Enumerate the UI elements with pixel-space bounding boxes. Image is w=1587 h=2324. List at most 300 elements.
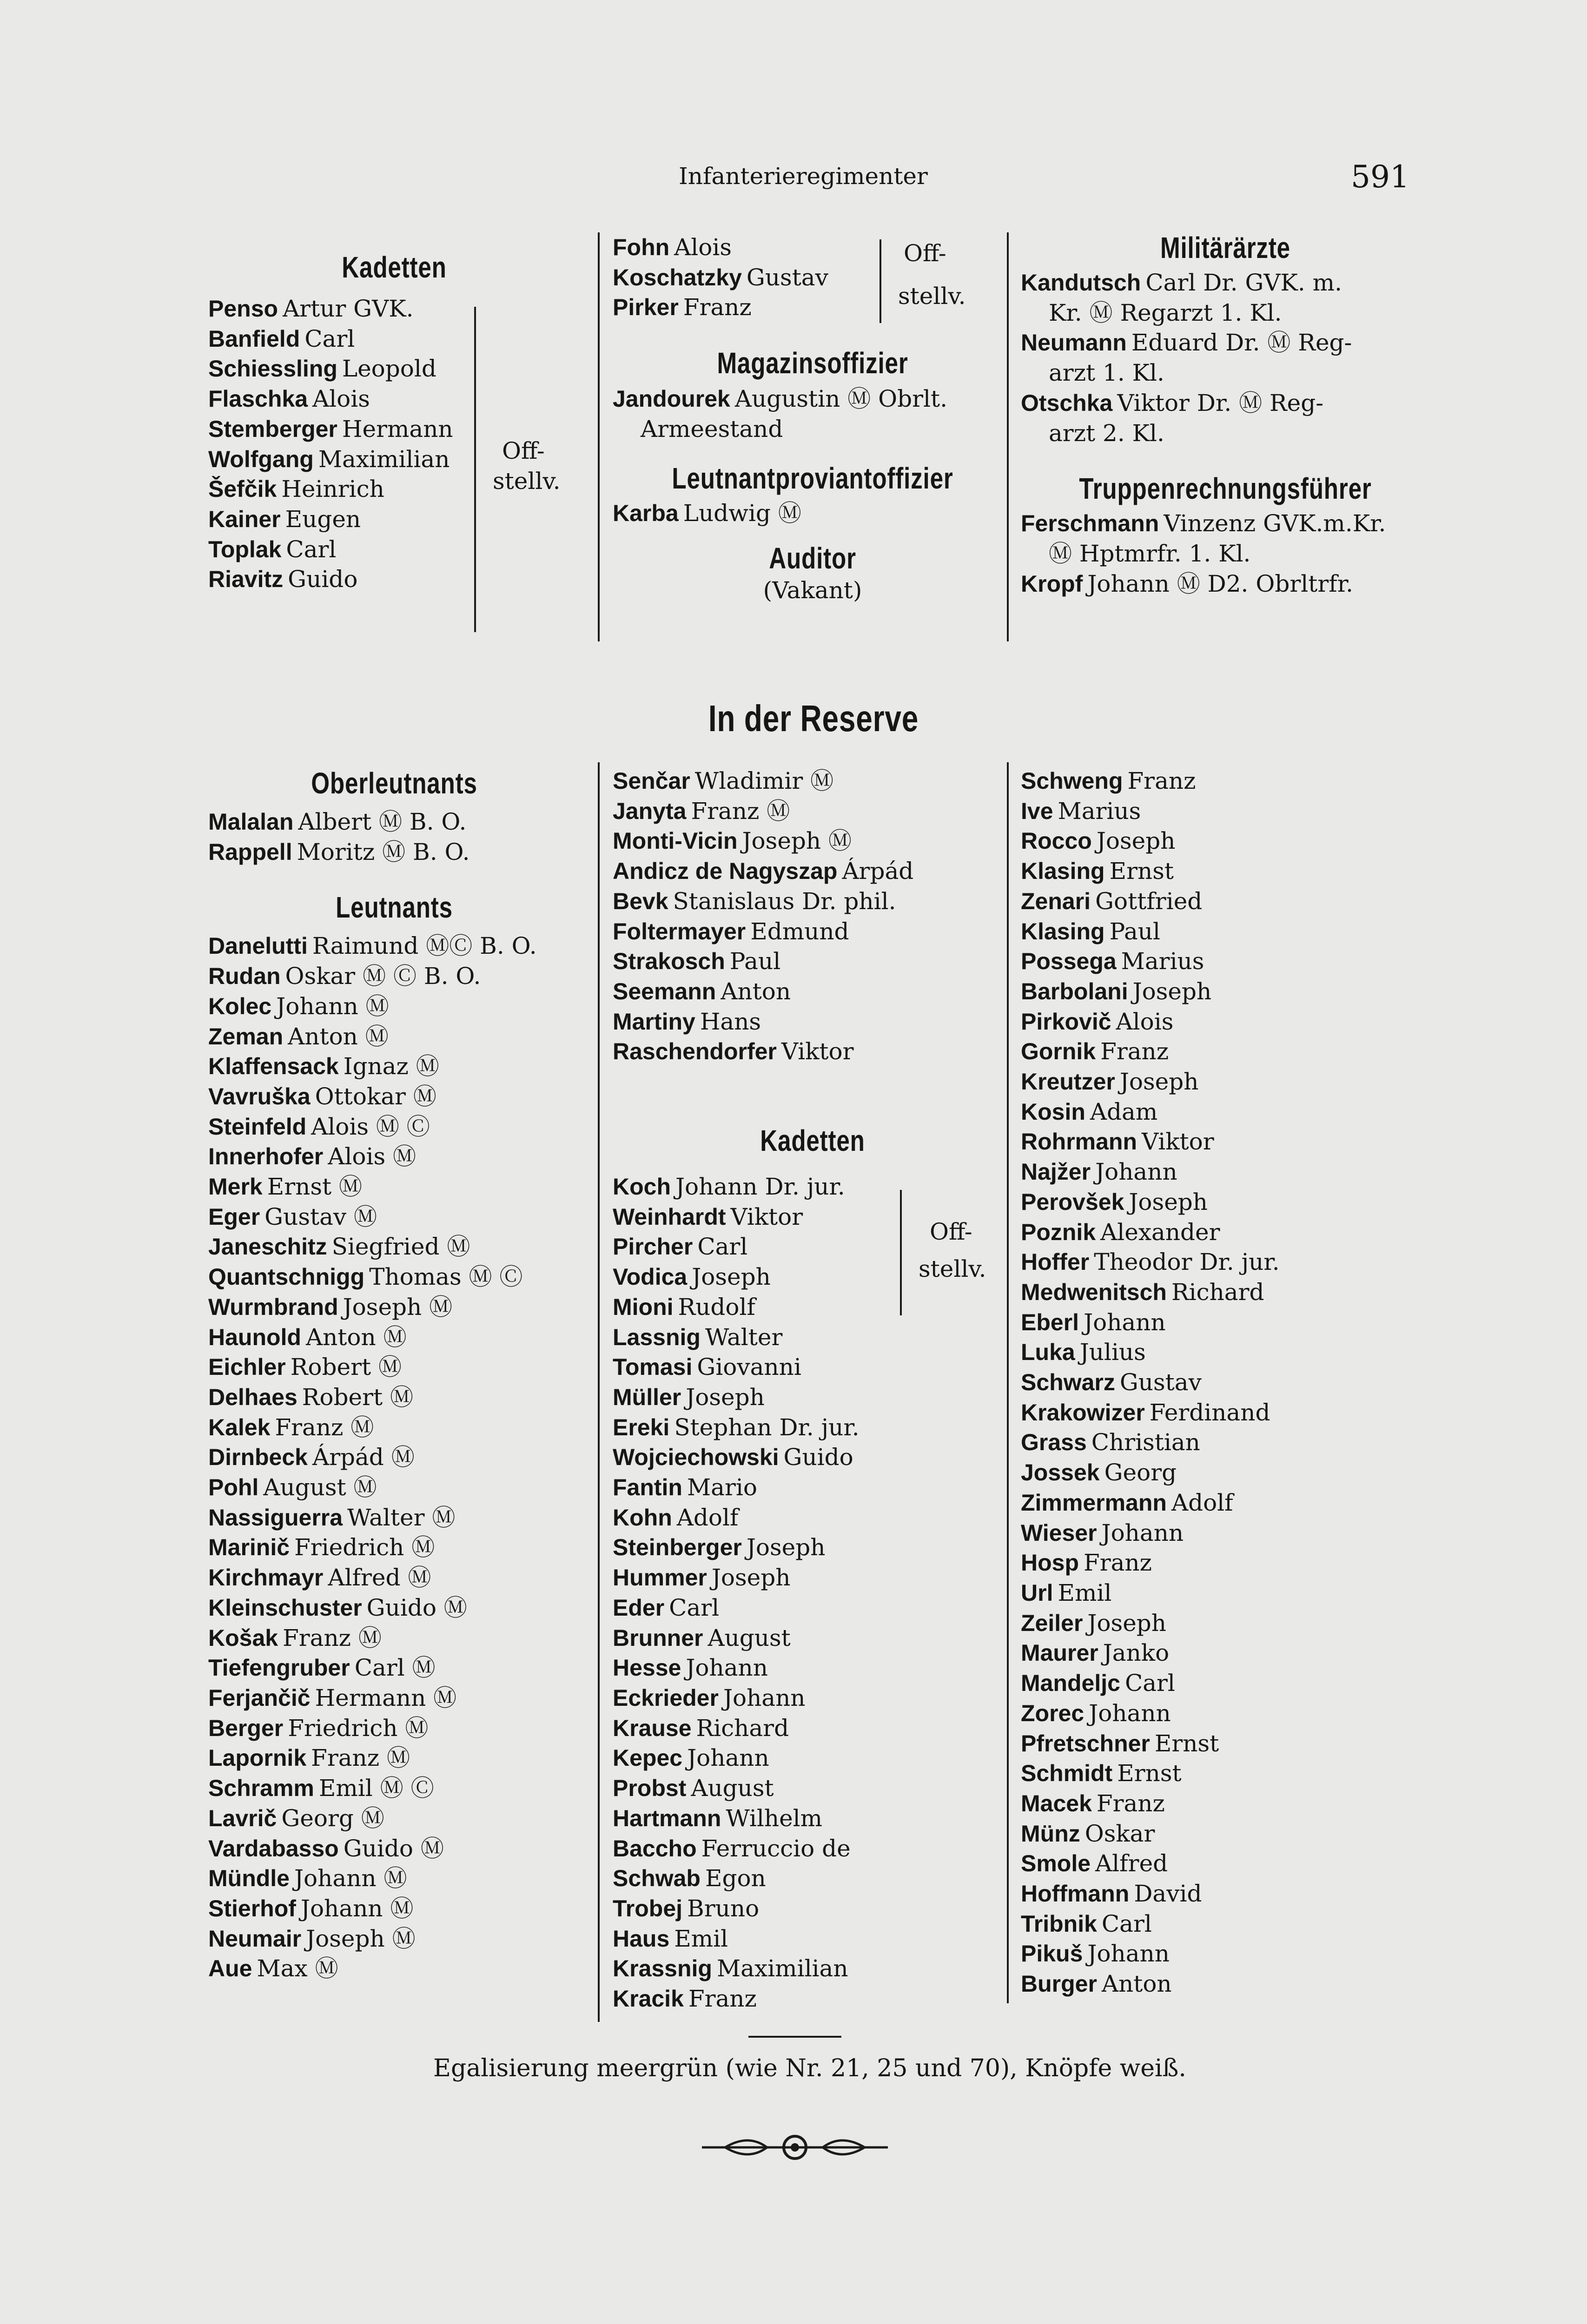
surname: Delhaes bbox=[208, 1384, 298, 1410]
given-name-and-details: Joseph bbox=[1096, 827, 1176, 855]
surname: Janeschitz bbox=[208, 1234, 327, 1260]
list-item bbox=[613, 1773, 1012, 1803]
given-name-and-details: Carl Ⓜ bbox=[354, 1654, 436, 1682]
list-item bbox=[1021, 539, 1430, 569]
list-item bbox=[613, 1503, 1012, 1533]
surname: Klasing bbox=[1021, 918, 1105, 944]
given-name-and-details: Anton bbox=[721, 977, 791, 1005]
surname: Haunold bbox=[208, 1324, 301, 1350]
given-name-and-details: Ernst bbox=[1109, 858, 1174, 885]
column-divider-reserve-left bbox=[598, 762, 600, 2022]
list-item bbox=[613, 917, 1012, 947]
given-name-and-details: Carl bbox=[1124, 1670, 1175, 1697]
surname: Medwenitsch bbox=[1021, 1279, 1167, 1305]
given-name-and-details: Ignaz Ⓜ bbox=[343, 1053, 439, 1080]
list-item bbox=[1021, 1067, 1430, 1097]
list-item bbox=[1021, 977, 1430, 1007]
brace-bar bbox=[900, 1190, 902, 1315]
given-name-and-details: Emil bbox=[674, 1925, 728, 1952]
given-name-and-details: Heinrich bbox=[281, 475, 384, 503]
given-name-and-details: Joseph bbox=[746, 1534, 826, 1561]
list-item bbox=[208, 1382, 580, 1413]
magazinsoffizier-list bbox=[613, 384, 1012, 444]
given-name-and-details: Robert Ⓜ bbox=[302, 1383, 414, 1411]
given-name-and-details: Joseph Ⓜ bbox=[343, 1293, 453, 1320]
end-rule bbox=[748, 2036, 841, 2038]
reserve-kadetten-brace bbox=[900, 1190, 1007, 1315]
surname: Strakosch bbox=[613, 948, 725, 975]
surname: Rappell bbox=[208, 838, 292, 865]
surname: Seemann bbox=[613, 978, 716, 1004]
surname: Kracik bbox=[613, 1986, 684, 2012]
surname: Tomasi bbox=[613, 1354, 693, 1380]
list-item bbox=[208, 1202, 580, 1232]
given-name-and-details: Mario bbox=[687, 1474, 757, 1501]
surname: Münz bbox=[1021, 1820, 1080, 1847]
surname: Rohrmann bbox=[1021, 1129, 1137, 1155]
list-item bbox=[1021, 1849, 1430, 1879]
list-item bbox=[613, 1322, 1012, 1353]
surname: Wieser bbox=[1021, 1519, 1097, 1546]
given-name-and-details: Johann bbox=[687, 1744, 769, 1772]
truppenrechnungsfuehrer-title: Truppenrechnungsführer bbox=[1079, 472, 1372, 506]
surname: Šefčik bbox=[208, 476, 277, 502]
given-name-and-details: Joseph Ⓜ bbox=[742, 827, 852, 855]
surname: Malalan bbox=[208, 809, 294, 835]
list-item bbox=[1021, 1518, 1430, 1548]
surname: Barbolani bbox=[1021, 978, 1128, 1004]
given-name-and-details: Albert Ⓜ B. O. bbox=[298, 808, 467, 835]
surname: Danelutti bbox=[208, 933, 308, 959]
given-name-and-details: Franz Ⓜ bbox=[691, 797, 790, 825]
list-item bbox=[1021, 1187, 1430, 1217]
list-item bbox=[613, 1743, 1012, 1773]
auditor-status: (Vakant) bbox=[763, 577, 862, 604]
given-name-and-details: Joseph Ⓜ bbox=[306, 1925, 416, 1952]
reserve-kadetten-title: Kadetten bbox=[760, 1124, 865, 1158]
reserve-left-section bbox=[208, 766, 580, 1984]
list-item bbox=[613, 1352, 1012, 1382]
surname: Pohl bbox=[208, 1474, 259, 1501]
list-item bbox=[1021, 886, 1430, 917]
given-name-and-details: Carl bbox=[304, 325, 355, 352]
given-name-and-details: Árpád bbox=[842, 858, 914, 885]
list-item bbox=[208, 1352, 580, 1382]
surname: Tiefengruber bbox=[208, 1655, 350, 1681]
surname: Kalek bbox=[208, 1414, 271, 1440]
given-name-and-details: Hermann bbox=[342, 415, 453, 442]
list-item bbox=[1021, 1367, 1430, 1398]
surname: Wurmbrand bbox=[208, 1294, 338, 1320]
given-name-and-details: Carl bbox=[1101, 1910, 1152, 1937]
list-item bbox=[1021, 1939, 1430, 1969]
given-name-and-details: Julius bbox=[1079, 1339, 1146, 1366]
surname: Hoffmann bbox=[1021, 1881, 1130, 1907]
list-item bbox=[1021, 418, 1430, 449]
surname: Kreutzer bbox=[1021, 1069, 1115, 1095]
surname: Pirkovič bbox=[1021, 1008, 1111, 1035]
top-right-section bbox=[1021, 231, 1430, 599]
given-name-and-details: Alois bbox=[674, 234, 732, 261]
given-name-and-details: Artur GVK. bbox=[283, 295, 414, 322]
given-name-and-details: Kr. Ⓜ Regarzt 1. Kl. bbox=[1049, 299, 1282, 326]
surname: Hoffer bbox=[1021, 1249, 1090, 1275]
surname: Klaffensack bbox=[208, 1053, 339, 1080]
surname: Macek bbox=[1021, 1790, 1092, 1816]
given-name-and-details: Ernst Ⓜ bbox=[267, 1173, 362, 1201]
given-name-and-details: Anton Ⓜ bbox=[305, 1323, 407, 1351]
given-name-and-details: Christian bbox=[1091, 1429, 1200, 1456]
surname: Weinhardt bbox=[613, 1203, 726, 1230]
given-name-and-details: Joseph bbox=[1087, 1609, 1167, 1637]
surname: Brunner bbox=[613, 1624, 703, 1651]
list-item bbox=[208, 1292, 580, 1322]
given-name-and-details: Alfred bbox=[1095, 1850, 1168, 1877]
list-item bbox=[1021, 388, 1430, 418]
given-name-and-details: Johann bbox=[686, 1654, 768, 1682]
list-item bbox=[208, 1503, 580, 1533]
given-name-and-details: Ferruccio de bbox=[701, 1835, 851, 1862]
given-name-and-details: Marius bbox=[1121, 948, 1204, 975]
given-name-and-details: Johann Ⓜ D2. Obrltrfr. bbox=[1087, 570, 1354, 597]
list-item bbox=[1021, 1758, 1430, 1789]
list-item bbox=[1021, 1157, 1430, 1187]
surname: Dirnbeck bbox=[208, 1444, 308, 1471]
list-item bbox=[613, 1924, 1012, 1954]
surname: Steinberger bbox=[613, 1534, 742, 1561]
list-item bbox=[613, 1894, 1012, 1924]
given-name-and-details: Ferdinand bbox=[1149, 1399, 1270, 1426]
surname: Fantin bbox=[613, 1474, 682, 1501]
surname: Berger bbox=[208, 1715, 284, 1741]
surname: Mündle bbox=[208, 1865, 290, 1892]
given-name-and-details: Hans bbox=[700, 1008, 761, 1035]
surname: Foltermayer bbox=[613, 918, 746, 944]
surname: Koschatzky bbox=[613, 264, 742, 290]
brace-label-stellv: stellv. bbox=[919, 1255, 986, 1282]
surname: Fohn bbox=[613, 234, 670, 260]
given-name-and-details: Emil Ⓜ Ⓒ bbox=[318, 1775, 434, 1802]
list-item bbox=[208, 1563, 580, 1593]
list-item bbox=[613, 826, 1012, 856]
surname: Bevk bbox=[613, 888, 668, 914]
list-item bbox=[613, 886, 1012, 917]
list-item bbox=[208, 1713, 580, 1743]
given-name-and-details: Viktor bbox=[781, 1038, 854, 1065]
brace-label-off: Off- bbox=[930, 1218, 972, 1245]
list-item bbox=[1021, 1337, 1430, 1367]
given-name-and-details: Franz bbox=[688, 1985, 757, 2013]
surname: Zeiler bbox=[1021, 1610, 1083, 1636]
list-item bbox=[208, 961, 580, 991]
list-item bbox=[208, 1022, 580, 1052]
list-item bbox=[613, 977, 1012, 1007]
surname: Schmidt bbox=[1021, 1760, 1113, 1787]
list-item bbox=[208, 1232, 580, 1262]
list-item bbox=[1021, 946, 1430, 977]
given-name-and-details: Edmund bbox=[750, 918, 849, 945]
list-item bbox=[208, 1413, 580, 1443]
surname: Pikuš bbox=[1021, 1941, 1083, 1967]
given-name-and-details: August bbox=[691, 1775, 774, 1802]
militaeraerzte-list bbox=[1021, 268, 1430, 448]
facings-note: Egalisierung meergrün (wie Nr. 21, 25 und 70), Knöpfe weiß. bbox=[433, 2054, 1186, 2082]
list-item bbox=[1021, 1247, 1430, 1277]
surname: Raschendorfer bbox=[613, 1038, 777, 1065]
list-item bbox=[1021, 1909, 1430, 1939]
given-name-and-details: Johann bbox=[1087, 1940, 1170, 1967]
given-name-and-details: Guido Ⓜ bbox=[343, 1835, 444, 1862]
list-item bbox=[208, 1623, 580, 1653]
given-name-and-details: Wladimir Ⓜ bbox=[694, 767, 834, 794]
reserve-title: In der Reserve bbox=[708, 698, 919, 739]
surname: Krakowizer bbox=[1021, 1399, 1145, 1426]
surname: Grass bbox=[1021, 1429, 1087, 1456]
surname: Innerhofer bbox=[208, 1143, 324, 1170]
list-item bbox=[1021, 917, 1430, 947]
oberleutnants-title: Oberleutnants bbox=[311, 766, 477, 800]
surname: Janyta bbox=[613, 798, 687, 824]
surname: Zorec bbox=[1021, 1700, 1084, 1726]
auditor-title: Auditor bbox=[769, 541, 856, 575]
given-name-and-details: Emil bbox=[1058, 1579, 1112, 1606]
list-item bbox=[1021, 1277, 1430, 1307]
list-item bbox=[1021, 826, 1430, 856]
surname: Tribnik bbox=[1021, 1910, 1097, 1937]
given-name-and-details: August Ⓜ bbox=[263, 1474, 377, 1501]
list-item bbox=[613, 1713, 1012, 1743]
surname: Kohn bbox=[613, 1504, 672, 1531]
list-item bbox=[208, 1442, 580, 1472]
surname: Pirker bbox=[613, 294, 679, 321]
surname: Neumann bbox=[1021, 330, 1127, 356]
list-item bbox=[1021, 1698, 1430, 1729]
given-name-and-details: Wilhelm bbox=[726, 1804, 823, 1832]
militaeraerzte-title: Militärärzte bbox=[1160, 231, 1290, 264]
given-name-and-details: Rudolf bbox=[678, 1293, 755, 1320]
given-name-and-details: Joseph bbox=[692, 1263, 771, 1291]
given-name-and-details: Franz Ⓜ bbox=[283, 1624, 382, 1651]
list-item bbox=[1021, 1127, 1430, 1157]
given-name-and-details: Ⓜ Hptmrfr. 1. Kl. bbox=[1049, 540, 1251, 567]
list-item bbox=[208, 1863, 580, 1894]
list-item bbox=[613, 1563, 1012, 1593]
surname: Lapornik bbox=[208, 1745, 307, 1771]
surname: Jossek bbox=[1021, 1459, 1100, 1486]
list-item bbox=[613, 498, 1012, 528]
list-item bbox=[1021, 856, 1430, 886]
given-name-and-details: Georg bbox=[1104, 1459, 1177, 1486]
reserve-right-section bbox=[1021, 766, 1430, 1999]
list-item bbox=[613, 1653, 1012, 1683]
list-item bbox=[613, 1442, 1012, 1472]
given-name-and-details: Gustav Ⓜ bbox=[264, 1203, 377, 1230]
given-name-and-details: Marius bbox=[1058, 797, 1141, 825]
given-name-and-details: Joseph bbox=[686, 1383, 765, 1411]
list-item bbox=[1021, 1037, 1430, 1067]
surname: Zeman bbox=[208, 1023, 284, 1050]
surname: Kainer bbox=[208, 506, 281, 532]
given-name-and-details: Max Ⓜ bbox=[257, 1955, 338, 1982]
given-name-and-details: Oskar bbox=[1084, 1820, 1155, 1847]
list-item bbox=[208, 1894, 580, 1924]
list-item bbox=[1021, 1638, 1430, 1668]
given-name-and-details: arzt 2. Kl. bbox=[1049, 419, 1164, 447]
list-item bbox=[613, 1037, 1012, 1067]
surname: Marinič bbox=[208, 1534, 290, 1561]
given-name-and-details: Ludwig Ⓜ bbox=[683, 499, 801, 527]
given-name-and-details: Richard bbox=[696, 1714, 789, 1742]
list-item bbox=[208, 1082, 580, 1112]
surname: Monti-Vicin bbox=[613, 828, 738, 854]
surname: Hummer bbox=[613, 1565, 707, 1591]
column-divider-top-left bbox=[598, 232, 600, 641]
surname: Kosin bbox=[1021, 1098, 1085, 1125]
list-item bbox=[1021, 1578, 1430, 1608]
ornament-divider bbox=[697, 2129, 893, 2166]
list-item bbox=[1021, 1789, 1430, 1819]
given-name-and-details: Árpád Ⓜ bbox=[312, 1444, 415, 1471]
list-item bbox=[1021, 1668, 1430, 1698]
given-name-and-details: Bruno bbox=[687, 1895, 760, 1922]
given-name-and-details: Johann bbox=[1095, 1158, 1177, 1186]
list-item bbox=[1021, 1427, 1430, 1458]
list-item bbox=[208, 1924, 580, 1954]
given-name-and-details: Adam bbox=[1090, 1098, 1158, 1125]
list-item bbox=[208, 1834, 580, 1864]
surname: Kleinschuster bbox=[208, 1594, 362, 1621]
list-item bbox=[1021, 1729, 1430, 1759]
given-name-and-details: Hermann Ⓜ bbox=[315, 1684, 457, 1711]
list-item bbox=[1021, 1458, 1430, 1488]
surname: Baccho bbox=[613, 1835, 697, 1862]
running-head: Infanterieregimenter bbox=[679, 163, 928, 190]
given-name-and-details: Moritz Ⓜ B. O. bbox=[297, 838, 470, 865]
given-name-and-details: Franz bbox=[683, 294, 752, 321]
reserve-mid-top-list bbox=[613, 766, 1012, 1067]
given-name-and-details: Stephan Dr. jur. bbox=[674, 1413, 860, 1441]
leutnants-list bbox=[208, 931, 580, 1984]
given-name-and-details: Maximilian bbox=[716, 1955, 848, 1982]
list-item bbox=[613, 1683, 1012, 1713]
list-item bbox=[1021, 1548, 1430, 1578]
surname: Vavruška bbox=[208, 1083, 311, 1109]
given-name-and-details: Alois bbox=[1116, 1008, 1174, 1035]
list-item bbox=[208, 1803, 580, 1834]
list-item bbox=[208, 1773, 580, 1803]
given-name-and-details: Walter Ⓜ bbox=[347, 1504, 456, 1531]
list-item bbox=[613, 1954, 1012, 1984]
surname: Stemberger bbox=[208, 416, 337, 442]
surname: Toplak bbox=[208, 536, 282, 562]
surname: Luka bbox=[1021, 1339, 1075, 1366]
given-name-and-details: Joseph bbox=[1132, 977, 1212, 1005]
given-name-and-details: Alois Ⓜ Ⓒ bbox=[311, 1113, 430, 1140]
given-name-and-details: Johann Ⓜ bbox=[276, 992, 389, 1020]
surname: Pircher bbox=[613, 1234, 693, 1260]
surname: Müller bbox=[613, 1384, 681, 1410]
list-item bbox=[1021, 766, 1430, 796]
list-item bbox=[208, 1532, 580, 1563]
list-item bbox=[208, 1142, 580, 1172]
list-item bbox=[1021, 328, 1430, 358]
given-name-and-details: Johann bbox=[723, 1684, 806, 1711]
given-name-and-details: Richard bbox=[1171, 1278, 1264, 1306]
list-item bbox=[208, 1051, 580, 1082]
surname: Lassnig bbox=[613, 1324, 701, 1350]
given-name-and-details: Franz Ⓜ bbox=[275, 1413, 374, 1441]
given-name-and-details: Ernst bbox=[1154, 1730, 1219, 1757]
given-name-and-details: Stanislaus Dr. phil. bbox=[673, 887, 896, 915]
given-name-and-details: Leopold bbox=[342, 355, 436, 383]
given-name-and-details: Alois bbox=[312, 385, 370, 413]
given-name-and-details: Raimund ⓂⒸ B. O. bbox=[312, 932, 537, 960]
given-name-and-details: Ottokar Ⓜ bbox=[315, 1083, 436, 1110]
list-item bbox=[208, 1954, 580, 1984]
surname: Schwarz bbox=[1021, 1369, 1115, 1396]
surname: Hosp bbox=[1021, 1550, 1079, 1576]
given-name-and-details: Robert Ⓜ bbox=[290, 1353, 402, 1381]
given-name-and-details: Giovanni bbox=[697, 1353, 801, 1381]
brace-label-stellv: stellv. bbox=[493, 468, 561, 495]
given-name-and-details: Joseph bbox=[1129, 1188, 1208, 1215]
given-name-and-details: Egon bbox=[705, 1865, 766, 1892]
surname: Otschka bbox=[1021, 390, 1113, 416]
given-name-and-details: David bbox=[1134, 1880, 1202, 1908]
list-item bbox=[208, 1322, 580, 1353]
truppenrechnungsfuehrer-list bbox=[1021, 508, 1430, 599]
list-item bbox=[613, 796, 1012, 826]
list-item bbox=[613, 1382, 1012, 1413]
list-item bbox=[208, 1262, 580, 1292]
given-name-and-details: Eugen bbox=[285, 505, 361, 533]
surname: Eder bbox=[613, 1594, 665, 1621]
surname: Smole bbox=[1021, 1850, 1091, 1877]
list-item bbox=[613, 1413, 1012, 1443]
magazinsoffizier-title: Magazinsoffizier bbox=[717, 346, 908, 380]
surname: Karba bbox=[613, 500, 679, 526]
leutnantproviantoffizier-list bbox=[613, 498, 1012, 528]
list-item bbox=[1021, 1488, 1430, 1518]
given-name-and-details: Friedrich Ⓜ bbox=[294, 1534, 435, 1561]
list-item bbox=[613, 1472, 1012, 1503]
surname: Krause bbox=[613, 1715, 692, 1741]
reserve-right-list bbox=[1021, 766, 1430, 1999]
surname: Pfretschner bbox=[1021, 1730, 1150, 1756]
surname: Trobej bbox=[613, 1895, 683, 1921]
given-name-and-details: Friedrich Ⓜ bbox=[288, 1714, 429, 1742]
given-name-and-details: Thomas Ⓜ Ⓒ bbox=[369, 1263, 523, 1291]
list-item bbox=[208, 931, 580, 961]
surname: Gornik bbox=[1021, 1038, 1096, 1065]
given-name-and-details: Augustin Ⓜ Obrlt. bbox=[734, 385, 947, 413]
list-item bbox=[1021, 268, 1430, 298]
list-item bbox=[1021, 1217, 1430, 1248]
surname: Koch bbox=[613, 1174, 671, 1200]
surname: Possega bbox=[1021, 948, 1117, 975]
list-item bbox=[613, 856, 1012, 886]
given-name-and-details: Vinzenz GVK.m.Kr. bbox=[1164, 510, 1386, 537]
list-item bbox=[208, 991, 580, 1022]
given-name-and-details: Maximilian bbox=[318, 445, 450, 473]
given-name-and-details: Viktor bbox=[1142, 1128, 1214, 1155]
list-item bbox=[208, 1653, 580, 1683]
leutnants-title: Leutnants bbox=[336, 891, 453, 924]
given-name-and-details: August bbox=[708, 1624, 791, 1651]
given-name-and-details: Franz bbox=[1084, 1549, 1152, 1577]
list-item bbox=[613, 766, 1012, 796]
surname: Schramm bbox=[208, 1775, 314, 1802]
